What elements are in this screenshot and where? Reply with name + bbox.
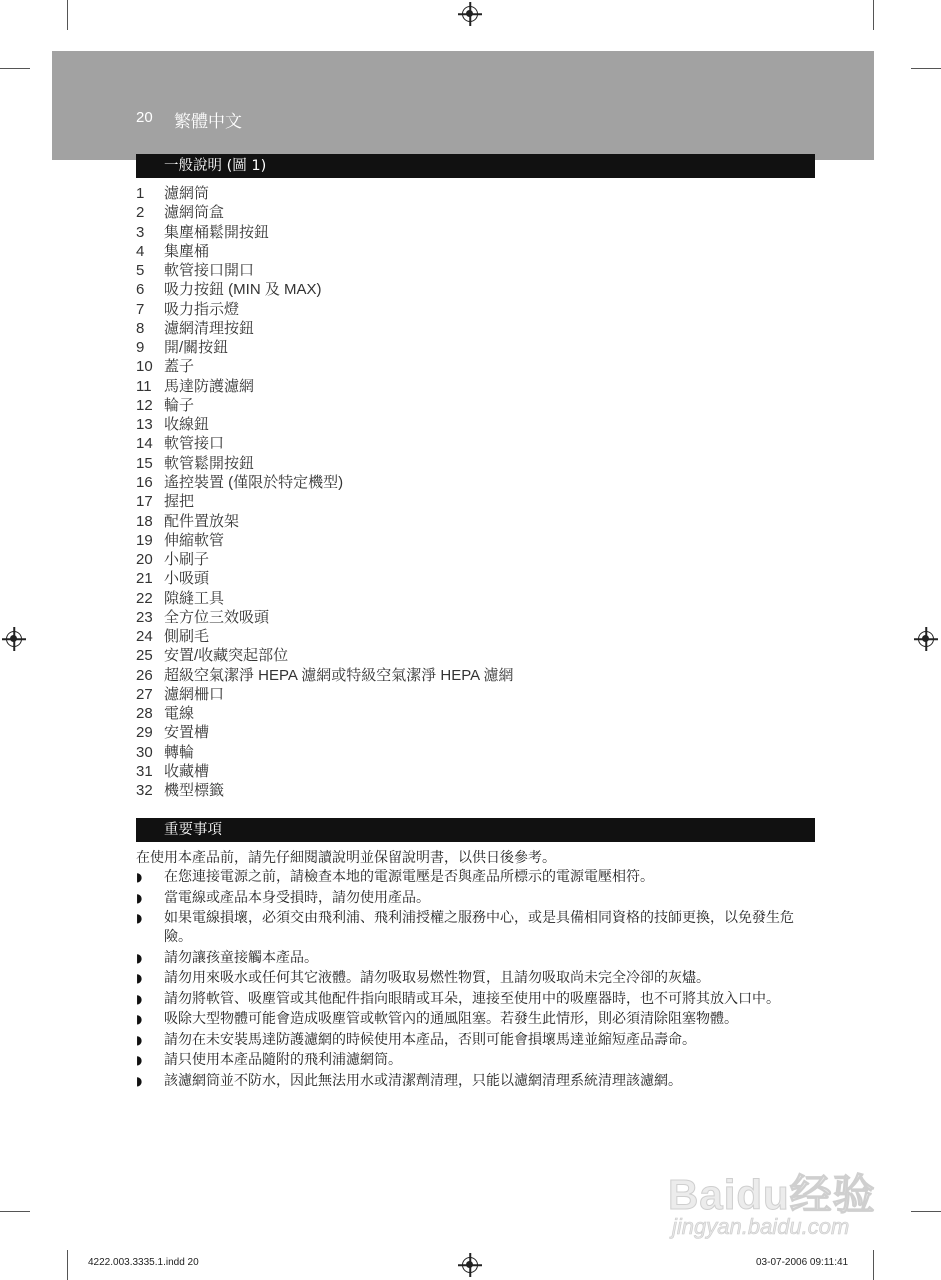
part-item xyxy=(136,589,513,608)
page-language-title: 繁體中文 xyxy=(174,112,242,132)
warning-item: ◗ 該濾網筒並不防水，因此無法用水或清潔劑清理，只能以濾網清理系統清理該濾網。 xyxy=(136,1072,816,1091)
warning-item: ◗ 如果電線損壞，必須交由飛利浦、飛利浦授權之服務中心，或是具備相同資格的技師更換，以免發生危險。 xyxy=(136,909,816,947)
part-label: 超級空氣潔淨 HEPA 濾網或特級空氣潔淨 HEPA 濾網 xyxy=(164,666,514,684)
part-item xyxy=(136,396,513,415)
registration-mark-icon xyxy=(462,1257,478,1273)
part-label: 遙控裝置 (僅限於特定機型) xyxy=(164,473,344,491)
part-number: 16 xyxy=(136,473,153,491)
page-number: 20 xyxy=(136,109,153,126)
part-number: 25 xyxy=(136,647,153,665)
part-item xyxy=(136,492,513,511)
part-number: 29 xyxy=(136,724,153,742)
section-heading-general: 一般說明 (圖 1) xyxy=(136,154,815,178)
part-number: 5 xyxy=(136,262,145,280)
part-number: 1 xyxy=(136,185,145,202)
part-number: 18 xyxy=(136,512,153,530)
warning-list xyxy=(136,868,816,1091)
important-intro: 在使用本產品前，請先仔細閱讀說明並保留說明書，以供日後參考。 xyxy=(136,850,556,866)
part-number: 32 xyxy=(136,782,153,800)
part-item xyxy=(136,608,513,627)
page-header xyxy=(52,51,874,160)
part-label: 濾網柵口 xyxy=(164,685,225,703)
warning-item: ◗ 請勿讓孩童接觸本產品。 xyxy=(136,949,816,968)
part-number: 14 xyxy=(136,435,153,453)
part-item xyxy=(136,569,513,588)
part-item xyxy=(136,184,513,203)
part-label: 吸力指示燈 xyxy=(164,300,240,318)
part-label: 轉輪 xyxy=(164,743,195,761)
part-label: 開/關按鈕 xyxy=(164,339,229,357)
part-number: 4 xyxy=(136,242,145,260)
crop-mark xyxy=(873,1250,874,1280)
crop-mark xyxy=(0,68,30,69)
watermark-url: jingyan.baidu.com xyxy=(672,1214,850,1239)
part-label: 濾網清理按鈕 xyxy=(164,319,255,337)
part-label: 輪子 xyxy=(164,396,195,414)
part-label: 安置/收藏突起部位 xyxy=(164,647,289,665)
part-number: 11 xyxy=(136,377,152,395)
crop-mark xyxy=(911,1211,941,1212)
crop-mark xyxy=(67,1250,68,1280)
part-item xyxy=(136,454,513,473)
part-label: 軟管鬆開按鈕 xyxy=(164,454,255,472)
part-label: 安置槽 xyxy=(164,724,210,742)
part-item xyxy=(136,300,513,319)
registration-mark-icon xyxy=(918,631,934,647)
footer-datetime: 03-07-2006 09:11:41 xyxy=(756,1257,849,1268)
part-item xyxy=(136,377,513,396)
part-label: 濾網筒盒 xyxy=(164,204,225,222)
section-heading-important: 重要事項 xyxy=(136,818,815,842)
part-label: 集塵桶 xyxy=(164,242,210,260)
part-item xyxy=(136,781,513,800)
part-item xyxy=(136,203,513,222)
part-number: 23 xyxy=(136,608,153,626)
part-number: 21 xyxy=(136,570,153,588)
part-label: 機型標籤 xyxy=(164,782,225,800)
part-item xyxy=(136,531,513,550)
part-item xyxy=(136,223,513,242)
part-number: 31 xyxy=(136,762,153,780)
part-number: 13 xyxy=(136,416,153,434)
part-label: 軟管接口開口 xyxy=(164,262,255,280)
part-number: 30 xyxy=(136,743,153,761)
part-number: 2 xyxy=(136,204,145,222)
part-label: 側刷毛 xyxy=(164,628,210,646)
part-item xyxy=(136,704,513,723)
part-number: 12 xyxy=(136,396,153,414)
part-item xyxy=(136,762,513,781)
baidu-logo: Baidu经验 xyxy=(668,1171,876,1218)
part-item xyxy=(136,646,513,665)
part-number: 24 xyxy=(136,628,153,646)
part-label: 配件置放架 xyxy=(164,512,240,530)
warning-item: ◗ 請勿在未安裝馬達防護濾網的時候使用本產品，否則可能會損壞馬達並縮短產品壽命。 xyxy=(136,1031,816,1050)
part-item xyxy=(136,743,513,762)
part-number: 17 xyxy=(136,493,153,511)
part-label: 集塵桶鬆開按鈕 xyxy=(164,223,270,241)
part-label: 收線鈕 xyxy=(164,416,210,434)
part-label: 濾網筒 xyxy=(164,185,210,202)
warning-item: ◗ 當電線或產品本身受損時，請勿使用產品。 xyxy=(136,889,816,908)
part-item xyxy=(136,627,513,646)
part-number: 7 xyxy=(136,300,145,318)
part-number: 26 xyxy=(136,666,153,684)
parts-list xyxy=(136,184,513,801)
part-label: 軟管接口 xyxy=(164,435,225,453)
part-item xyxy=(136,685,513,704)
part-label: 吸力按鈕 (MIN 及 MAX) xyxy=(164,281,322,299)
registration-mark-icon xyxy=(6,631,22,647)
part-item xyxy=(136,473,513,492)
crop-mark xyxy=(0,1211,30,1212)
part-number: 9 xyxy=(136,339,145,357)
part-number: 3 xyxy=(136,223,145,241)
part-number: 8 xyxy=(136,319,145,337)
part-item xyxy=(136,242,513,261)
part-item xyxy=(136,666,513,685)
warning-item: ◗ 在您連接電源之前，請檢查本地的電源電壓是否與產品所標示的電源電壓相符。 xyxy=(136,868,816,887)
part-label: 蓋子 xyxy=(164,358,195,376)
part-item xyxy=(136,338,513,357)
warning-item: ◗ 請勿用來吸水或任何其它液體。請勿吸取易燃性物質，且請勿吸取尚未完全冷卻的灰燼。 xyxy=(136,969,816,988)
part-number: 28 xyxy=(136,705,153,723)
part-item xyxy=(136,357,513,376)
crop-mark xyxy=(911,68,941,69)
footer-filename: 4222.003.3335.1.indd 20 xyxy=(88,1257,199,1268)
warning-item: ◗ 請只使用本產品隨附的飛利浦濾網筒。 xyxy=(136,1051,816,1070)
registration-mark-icon xyxy=(462,6,478,22)
part-label: 收藏槽 xyxy=(164,762,210,780)
part-number: 15 xyxy=(136,454,153,472)
part-item xyxy=(136,434,513,453)
part-item xyxy=(136,280,513,299)
part-label: 伸縮軟管 xyxy=(164,531,225,549)
part-label: 電線 xyxy=(164,705,195,723)
part-number: 19 xyxy=(136,531,153,549)
part-item xyxy=(136,261,513,280)
crop-mark xyxy=(67,0,68,30)
warning-item: ◗ 請勿將軟管、吸塵管或其他配件指向眼睛或耳朵，連接至使用中的吸塵器時，也不可將其放入口中。 xyxy=(136,990,816,1009)
baidu-watermark xyxy=(668,1162,898,1248)
part-label: 馬達防護濾網 xyxy=(164,377,255,395)
part-number: 22 xyxy=(136,589,153,607)
part-number: 10 xyxy=(136,358,153,376)
part-label: 小刷子 xyxy=(164,551,210,569)
part-label: 小吸頭 xyxy=(164,570,210,588)
part-item xyxy=(136,415,513,434)
part-item xyxy=(136,550,513,569)
part-label: 全方位三效吸頭 xyxy=(164,608,270,626)
part-number: 6 xyxy=(136,281,145,299)
crop-mark xyxy=(873,0,874,30)
part-number: 20 xyxy=(136,551,153,569)
part-item xyxy=(136,319,513,338)
important-section xyxy=(136,848,816,1092)
part-label: 握把 xyxy=(164,493,195,511)
part-item xyxy=(136,723,513,742)
warning-item: ◗ 吸除大型物體可能會造成吸塵管或軟管內的通風阻塞。若發生此情形，則必須清除阻塞物體。 xyxy=(136,1010,816,1029)
part-item xyxy=(136,512,513,531)
part-label: 隙縫工具 xyxy=(164,589,225,607)
part-number: 27 xyxy=(136,685,153,703)
